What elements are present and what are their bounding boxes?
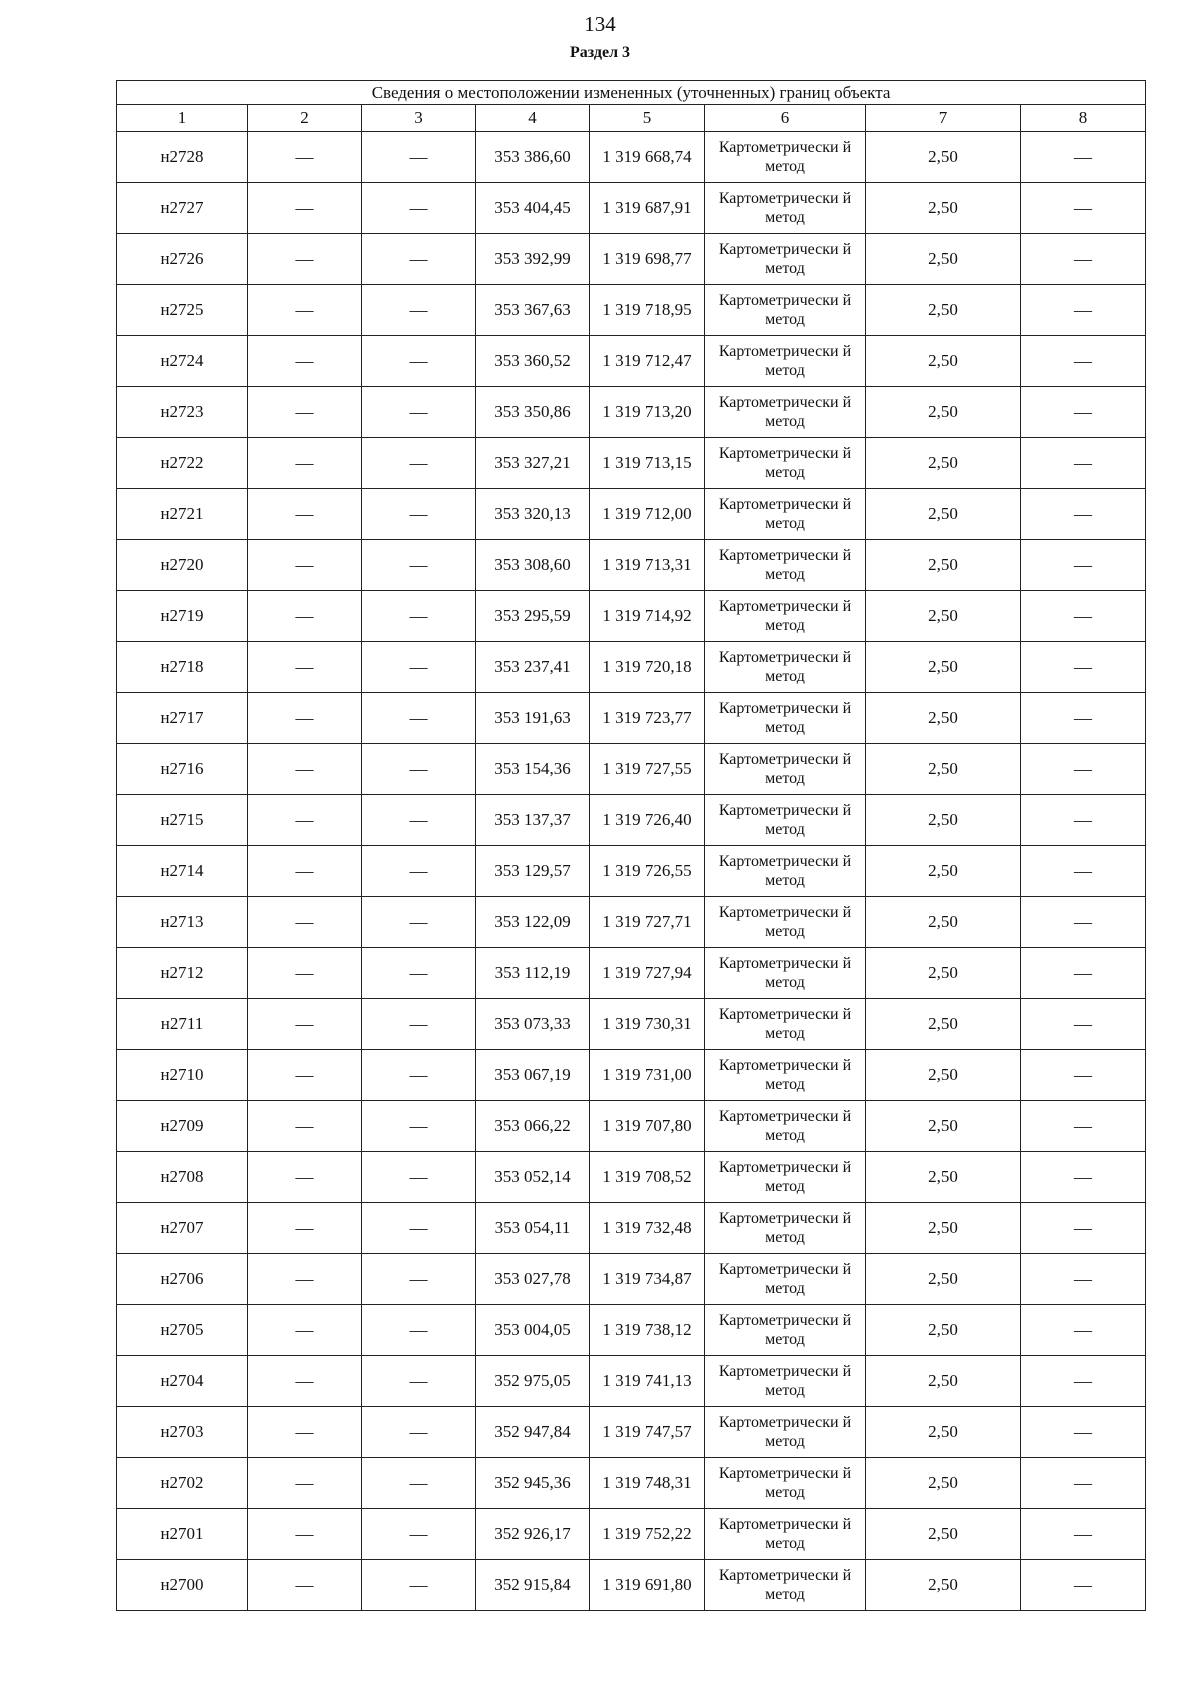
point-name-cell: н2701 [117,1509,248,1560]
y-coordinate-cell: 1 319 732,48 [590,1203,705,1254]
point-name-cell: н2703 [117,1407,248,1458]
empty-value-cell: — [248,1458,362,1509]
table-row [117,1050,1146,1101]
empty-value-cell: — [248,336,362,387]
point-name-cell: н2723 [117,387,248,438]
empty-value-cell: — [362,642,476,693]
y-coordinate-cell: 1 319 738,12 [590,1305,705,1356]
empty-value-cell: — [248,285,362,336]
method-cell: Картометрически й метод [705,489,866,540]
column-number: 5 [590,105,705,132]
empty-value-cell: — [1021,489,1146,540]
empty-value-cell: — [248,1356,362,1407]
x-coordinate-cell: 353 191,63 [476,693,590,744]
y-coordinate-cell: 1 319 713,20 [590,387,705,438]
point-name-cell: н2719 [117,591,248,642]
method-cell: Картометрически й метод [705,846,866,897]
y-coordinate-cell: 1 319 720,18 [590,642,705,693]
empty-value-cell: — [362,1152,476,1203]
method-cell: Картометрически й метод [705,1254,866,1305]
accuracy-cell: 2,50 [866,1305,1021,1356]
table-row [117,1458,1146,1509]
x-coordinate-cell: 353 137,37 [476,795,590,846]
table-row [117,846,1146,897]
accuracy-cell: 2,50 [866,591,1021,642]
y-coordinate-cell: 1 319 726,55 [590,846,705,897]
accuracy-cell: 2,50 [866,642,1021,693]
empty-value-cell: — [248,1254,362,1305]
x-coordinate-cell: 353 154,36 [476,744,590,795]
empty-value-cell: — [1021,1203,1146,1254]
empty-value-cell: — [362,591,476,642]
empty-value-cell: — [362,1458,476,1509]
y-coordinate-cell: 1 319 691,80 [590,1560,705,1611]
empty-value-cell: — [1021,1356,1146,1407]
point-name-cell: н2709 [117,1101,248,1152]
empty-value-cell: — [1021,1407,1146,1458]
x-coordinate-cell: 353 320,13 [476,489,590,540]
accuracy-cell: 2,50 [866,1254,1021,1305]
empty-value-cell: — [248,744,362,795]
accuracy-cell: 2,50 [866,234,1021,285]
point-name-cell: н2720 [117,540,248,591]
empty-value-cell: — [1021,693,1146,744]
empty-value-cell: — [1021,846,1146,897]
empty-value-cell: — [248,1101,362,1152]
accuracy-cell: 2,50 [866,1560,1021,1611]
point-name-cell: н2705 [117,1305,248,1356]
point-name-cell: н2707 [117,1203,248,1254]
x-coordinate-cell: 352 947,84 [476,1407,590,1458]
page-number: 134 [584,12,616,36]
accuracy-cell: 2,50 [866,1458,1021,1509]
y-coordinate-cell: 1 319 741,13 [590,1356,705,1407]
y-coordinate-cell: 1 319 723,77 [590,693,705,744]
method-cell: Картометрически й метод [705,591,866,642]
empty-value-cell: — [362,1356,476,1407]
accuracy-cell: 2,50 [866,999,1021,1050]
accuracy-cell: 2,50 [866,183,1021,234]
x-coordinate-cell: 353 404,45 [476,183,590,234]
empty-value-cell: — [1021,234,1146,285]
y-coordinate-cell: 1 319 726,40 [590,795,705,846]
y-coordinate-cell: 1 319 668,74 [590,132,705,183]
empty-value-cell: — [362,285,476,336]
point-name-cell: н2724 [117,336,248,387]
empty-value-cell: — [1021,1509,1146,1560]
empty-value-cell: — [1021,1458,1146,1509]
empty-value-cell: — [362,489,476,540]
table-row [117,999,1146,1050]
table-row [117,642,1146,693]
x-coordinate-cell: 353 327,21 [476,438,590,489]
point-name-cell: н2727 [117,183,248,234]
method-cell: Картометрически й метод [705,795,866,846]
empty-value-cell: — [362,948,476,999]
x-coordinate-cell: 353 073,33 [476,999,590,1050]
point-name-cell: н2722 [117,438,248,489]
empty-value-cell: — [248,642,362,693]
point-name-cell: н2718 [117,642,248,693]
empty-value-cell: — [248,132,362,183]
x-coordinate-cell: 353 122,09 [476,897,590,948]
empty-value-cell: — [248,846,362,897]
point-name-cell: н2706 [117,1254,248,1305]
accuracy-cell: 2,50 [866,948,1021,999]
empty-value-cell: — [248,1152,362,1203]
accuracy-cell: 2,50 [866,1356,1021,1407]
accuracy-cell: 2,50 [866,336,1021,387]
y-coordinate-cell: 1 319 713,15 [590,438,705,489]
empty-value-cell: — [248,1509,362,1560]
empty-value-cell: — [362,846,476,897]
table-row [117,1305,1146,1356]
section-title: Раздел 3 [569,44,631,61]
table-row [117,285,1146,336]
x-coordinate-cell: 353 067,19 [476,1050,590,1101]
x-coordinate-cell: 353 308,60 [476,540,590,591]
method-cell: Картометрически й метод [705,285,866,336]
table-row [117,591,1146,642]
table-row [117,540,1146,591]
method-cell: Картометрически й метод [705,438,866,489]
accuracy-cell: 2,50 [866,1407,1021,1458]
x-coordinate-cell: 353 350,86 [476,387,590,438]
empty-value-cell: — [248,1203,362,1254]
column-number: 4 [476,105,590,132]
y-coordinate-cell: 1 319 718,95 [590,285,705,336]
x-coordinate-cell: 353 052,14 [476,1152,590,1203]
table-row [117,897,1146,948]
empty-value-cell: — [362,234,476,285]
empty-value-cell: — [1021,1560,1146,1611]
empty-value-cell: — [248,1407,362,1458]
empty-value-cell: — [362,897,476,948]
x-coordinate-cell: 353 392,99 [476,234,590,285]
point-name-cell: н2717 [117,693,248,744]
point-name-cell: н2728 [117,132,248,183]
accuracy-cell: 2,50 [866,897,1021,948]
y-coordinate-cell: 1 319 714,92 [590,591,705,642]
accuracy-cell: 2,50 [866,1203,1021,1254]
x-coordinate-cell: 353 066,22 [476,1101,590,1152]
point-name-cell: н2710 [117,1050,248,1101]
table-row [117,336,1146,387]
method-cell: Картометрически й метод [705,1203,866,1254]
empty-value-cell: — [1021,1050,1146,1101]
method-cell: Картометрически й метод [705,540,866,591]
point-name-cell: н2713 [117,897,248,948]
empty-value-cell: — [362,183,476,234]
accuracy-cell: 2,50 [866,132,1021,183]
column-number: 2 [248,105,362,132]
method-cell: Картометрически й метод [705,1101,866,1152]
point-name-cell: н2700 [117,1560,248,1611]
empty-value-cell: — [1021,438,1146,489]
table-row [117,744,1146,795]
point-name-cell: н2708 [117,1152,248,1203]
table-row [117,1254,1146,1305]
table-row [117,1509,1146,1560]
empty-value-cell: — [1021,387,1146,438]
empty-value-cell: — [1021,795,1146,846]
y-coordinate-cell: 1 319 727,55 [590,744,705,795]
empty-value-cell: — [248,999,362,1050]
column-number: 1 [117,105,248,132]
y-coordinate-cell: 1 319 707,80 [590,1101,705,1152]
method-cell: Картометрически й метод [705,897,866,948]
empty-value-cell: — [362,132,476,183]
empty-value-cell: — [362,387,476,438]
table-row [117,1152,1146,1203]
empty-value-cell: — [362,1203,476,1254]
empty-value-cell: — [248,489,362,540]
method-cell: Картометрически й метод [705,744,866,795]
empty-value-cell: — [1021,285,1146,336]
boundary-coordinates-table [116,80,1146,1611]
method-cell: Картометрически й метод [705,948,866,999]
y-coordinate-cell: 1 319 708,52 [590,1152,705,1203]
x-coordinate-cell: 353 027,78 [476,1254,590,1305]
method-cell: Картометрически й метод [705,1407,866,1458]
table-row [117,489,1146,540]
empty-value-cell: — [362,1254,476,1305]
accuracy-cell: 2,50 [866,285,1021,336]
y-coordinate-cell: 1 319 727,71 [590,897,705,948]
empty-value-cell: — [362,795,476,846]
x-coordinate-cell: 352 945,36 [476,1458,590,1509]
x-coordinate-cell: 353 129,57 [476,846,590,897]
table-row [117,1101,1146,1152]
empty-value-cell: — [248,693,362,744]
accuracy-cell: 2,50 [866,387,1021,438]
empty-value-cell: — [362,693,476,744]
x-coordinate-cell: 353 237,41 [476,642,590,693]
x-coordinate-cell: 353 386,60 [476,132,590,183]
empty-value-cell: — [1021,642,1146,693]
empty-value-cell: — [248,948,362,999]
y-coordinate-cell: 1 319 712,47 [590,336,705,387]
table-caption: Сведения о местоположении измененных (уточненных) границ объекта [117,81,1146,105]
x-coordinate-cell: 353 360,52 [476,336,590,387]
accuracy-cell: 2,50 [866,489,1021,540]
column-number: 7 [866,105,1021,132]
empty-value-cell: — [362,744,476,795]
empty-value-cell: — [1021,1152,1146,1203]
column-number-row [117,105,1146,132]
point-name-cell: н2704 [117,1356,248,1407]
method-cell: Картометрически й метод [705,234,866,285]
method-cell: Картометрически й метод [705,693,866,744]
x-coordinate-cell: 352 915,84 [476,1560,590,1611]
empty-value-cell: — [248,183,362,234]
empty-value-cell: — [1021,591,1146,642]
point-name-cell: н2726 [117,234,248,285]
method-cell: Картометрически й метод [705,387,866,438]
point-name-cell: н2721 [117,489,248,540]
accuracy-cell: 2,50 [866,1101,1021,1152]
empty-value-cell: — [362,540,476,591]
method-cell: Картометрически й метод [705,1305,866,1356]
accuracy-cell: 2,50 [866,744,1021,795]
point-name-cell: н2716 [117,744,248,795]
y-coordinate-cell: 1 319 712,00 [590,489,705,540]
table-row [117,387,1146,438]
empty-value-cell: — [1021,744,1146,795]
empty-value-cell: — [248,1305,362,1356]
table-row [117,795,1146,846]
empty-value-cell: — [362,999,476,1050]
empty-value-cell: — [1021,336,1146,387]
x-coordinate-cell: 353 004,05 [476,1305,590,1356]
empty-value-cell: — [1021,897,1146,948]
y-coordinate-cell: 1 319 727,94 [590,948,705,999]
empty-value-cell: — [1021,1101,1146,1152]
empty-value-cell: — [362,1050,476,1101]
accuracy-cell: 2,50 [866,540,1021,591]
table-row [117,1560,1146,1611]
y-coordinate-cell: 1 319 748,31 [590,1458,705,1509]
x-coordinate-cell: 353 367,63 [476,285,590,336]
method-cell: Картометрически й метод [705,1458,866,1509]
empty-value-cell: — [248,591,362,642]
y-coordinate-cell: 1 319 747,57 [590,1407,705,1458]
empty-value-cell: — [362,336,476,387]
y-coordinate-cell: 1 319 752,22 [590,1509,705,1560]
column-number: 8 [1021,105,1146,132]
y-coordinate-cell: 1 319 698,77 [590,234,705,285]
point-name-cell: н2702 [117,1458,248,1509]
column-number: 3 [362,105,476,132]
point-name-cell: н2712 [117,948,248,999]
table-row [117,1356,1146,1407]
empty-value-cell: — [362,1560,476,1611]
y-coordinate-cell: 1 319 687,91 [590,183,705,234]
empty-value-cell: — [1021,1254,1146,1305]
method-cell: Картометрически й метод [705,132,866,183]
point-name-cell: н2714 [117,846,248,897]
y-coordinate-cell: 1 319 731,00 [590,1050,705,1101]
point-name-cell: н2711 [117,999,248,1050]
empty-value-cell: — [248,1560,362,1611]
method-cell: Картометрически й метод [705,642,866,693]
empty-value-cell: — [1021,540,1146,591]
table-row [117,1407,1146,1458]
x-coordinate-cell: 352 926,17 [476,1509,590,1560]
method-cell: Картометрически й метод [705,1152,866,1203]
table-row [117,183,1146,234]
empty-value-cell: — [362,1101,476,1152]
method-cell: Картометрически й метод [705,1356,866,1407]
empty-value-cell: — [248,234,362,285]
accuracy-cell: 2,50 [866,795,1021,846]
method-cell: Картометрически й метод [705,1050,866,1101]
empty-value-cell: — [248,897,362,948]
empty-value-cell: — [248,1050,362,1101]
x-coordinate-cell: 353 112,19 [476,948,590,999]
empty-value-cell: — [1021,948,1146,999]
method-cell: Картометрически й метод [705,1509,866,1560]
empty-value-cell: — [362,438,476,489]
empty-value-cell: — [1021,999,1146,1050]
table-row [117,1203,1146,1254]
table-row [117,234,1146,285]
method-cell: Картометрически й метод [705,1560,866,1611]
y-coordinate-cell: 1 319 713,31 [590,540,705,591]
empty-value-cell: — [1021,1305,1146,1356]
accuracy-cell: 2,50 [866,846,1021,897]
table-row [117,438,1146,489]
point-name-cell: н2715 [117,795,248,846]
empty-value-cell: — [1021,183,1146,234]
empty-value-cell: — [248,438,362,489]
x-coordinate-cell: 353 054,11 [476,1203,590,1254]
accuracy-cell: 2,50 [866,1050,1021,1101]
empty-value-cell: — [1021,132,1146,183]
accuracy-cell: 2,50 [866,1509,1021,1560]
y-coordinate-cell: 1 319 730,31 [590,999,705,1050]
y-coordinate-cell: 1 319 734,87 [590,1254,705,1305]
empty-value-cell: — [248,387,362,438]
column-number: 6 [705,105,866,132]
accuracy-cell: 2,50 [866,438,1021,489]
table-row [117,948,1146,999]
x-coordinate-cell: 352 975,05 [476,1356,590,1407]
accuracy-cell: 2,50 [866,693,1021,744]
table-row [117,693,1146,744]
empty-value-cell: — [362,1305,476,1356]
accuracy-cell: 2,50 [866,1152,1021,1203]
empty-value-cell: — [362,1407,476,1458]
table-body [117,132,1146,1611]
x-coordinate-cell: 353 295,59 [476,591,590,642]
method-cell: Картометрически й метод [705,183,866,234]
empty-value-cell: — [248,540,362,591]
method-cell: Картометрически й метод [705,999,866,1050]
point-name-cell: н2725 [117,285,248,336]
method-cell: Картометрически й метод [705,336,866,387]
empty-value-cell: — [248,795,362,846]
empty-value-cell: — [362,1509,476,1560]
table-row [117,132,1146,183]
